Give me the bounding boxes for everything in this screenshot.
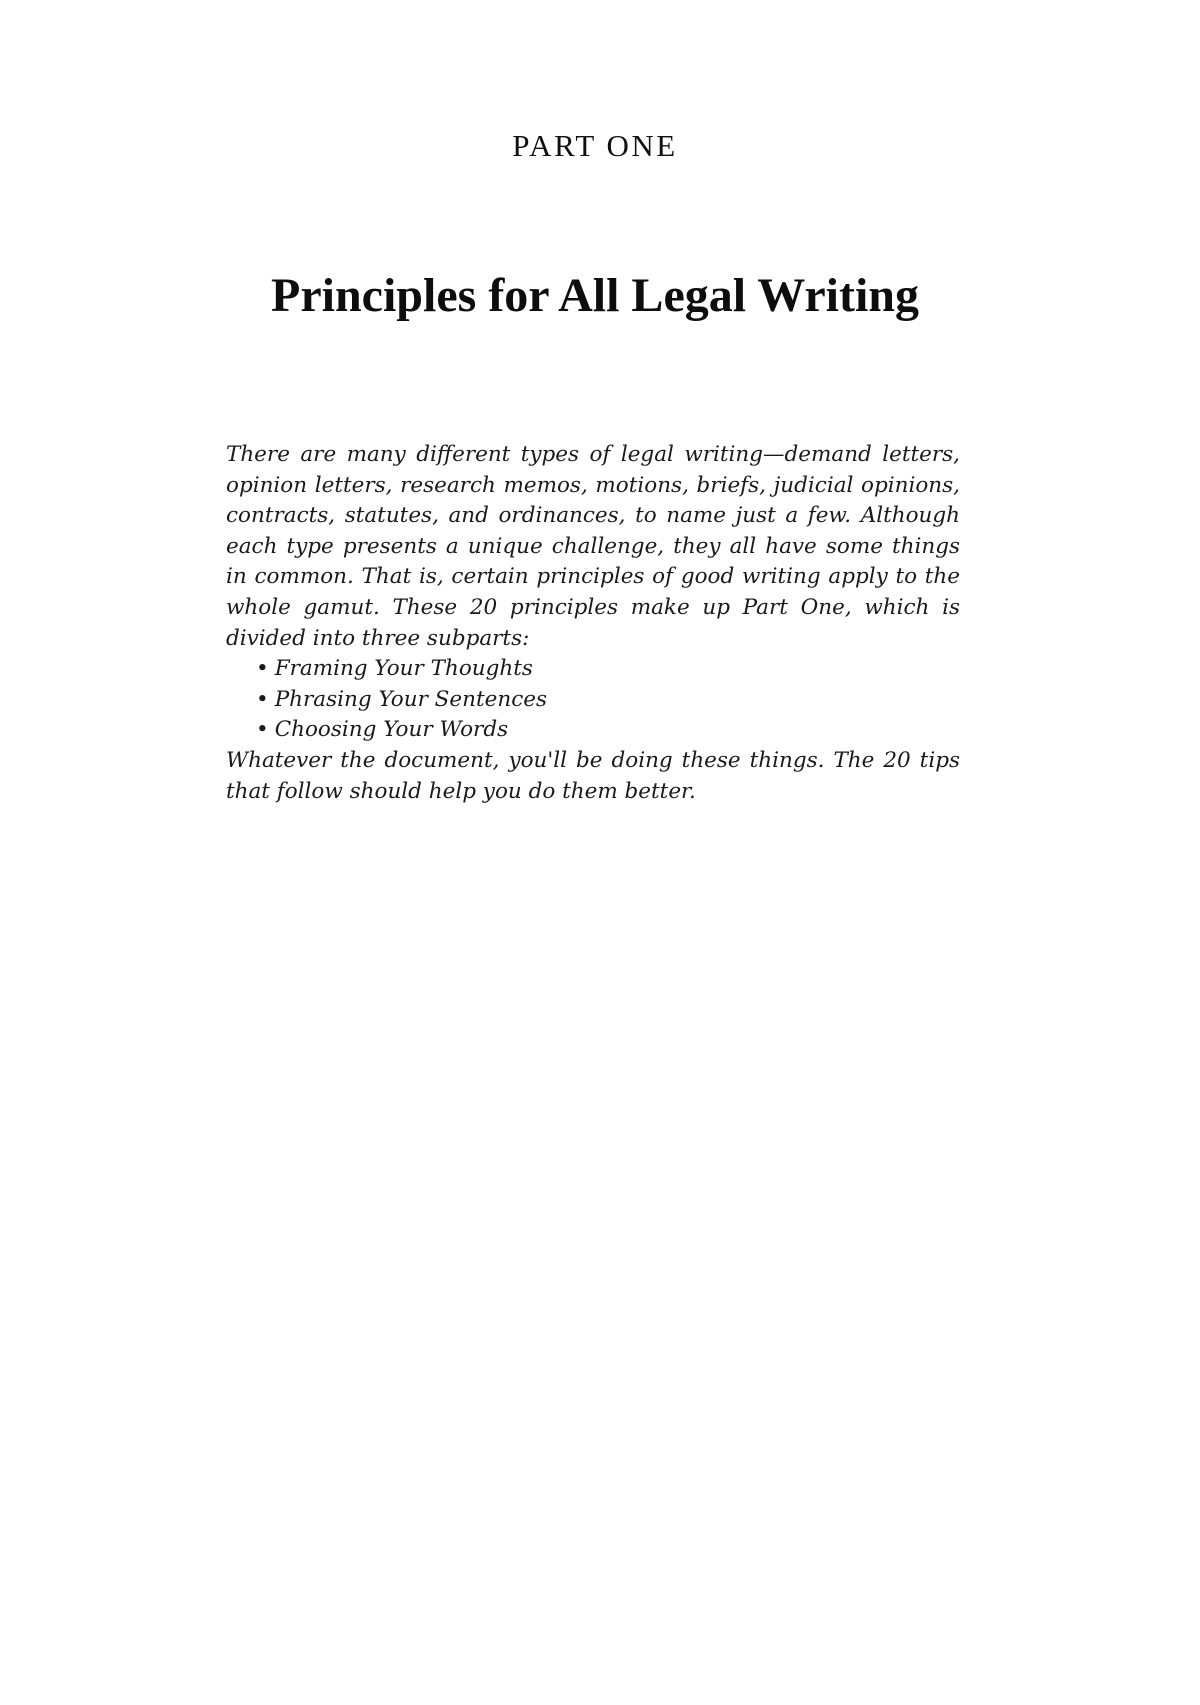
subpart-item (256, 685, 960, 716)
intro-text (226, 440, 960, 807)
subpart-label: Framing Your Thoughts (274, 656, 533, 682)
bullet-icon: • (256, 686, 269, 712)
subpart-item (256, 715, 960, 746)
part-title: Principles for All Legal Writing (271, 269, 919, 322)
subpart-label: Phrasing Your Sentences (274, 686, 547, 712)
subpart-label: Choosing Your Words (274, 717, 509, 743)
subpart-item (256, 654, 960, 685)
bullet-icon: • (256, 656, 269, 682)
part-label: PART ONE (512, 128, 678, 163)
subparts-list (226, 654, 960, 746)
bullet-icon: • (256, 717, 269, 743)
intro-paragraph-1: There are many different types of legal writing—demand letters, opinion letters, research memos, motions, briefs, judicial opinions, contracts, statutes, and ordinances, to name just a few. Although each type presents a unique challenge, they all have some things in common. That is, certain principles of good writing apply to the whole gamut. These 20 principles make up Part One, which is divided into three subparts: (226, 442, 960, 651)
intro-paragraph-2: Whatever the document, you'll be doing these things. The 20 tips that follow should help you do them better. (226, 747, 960, 804)
